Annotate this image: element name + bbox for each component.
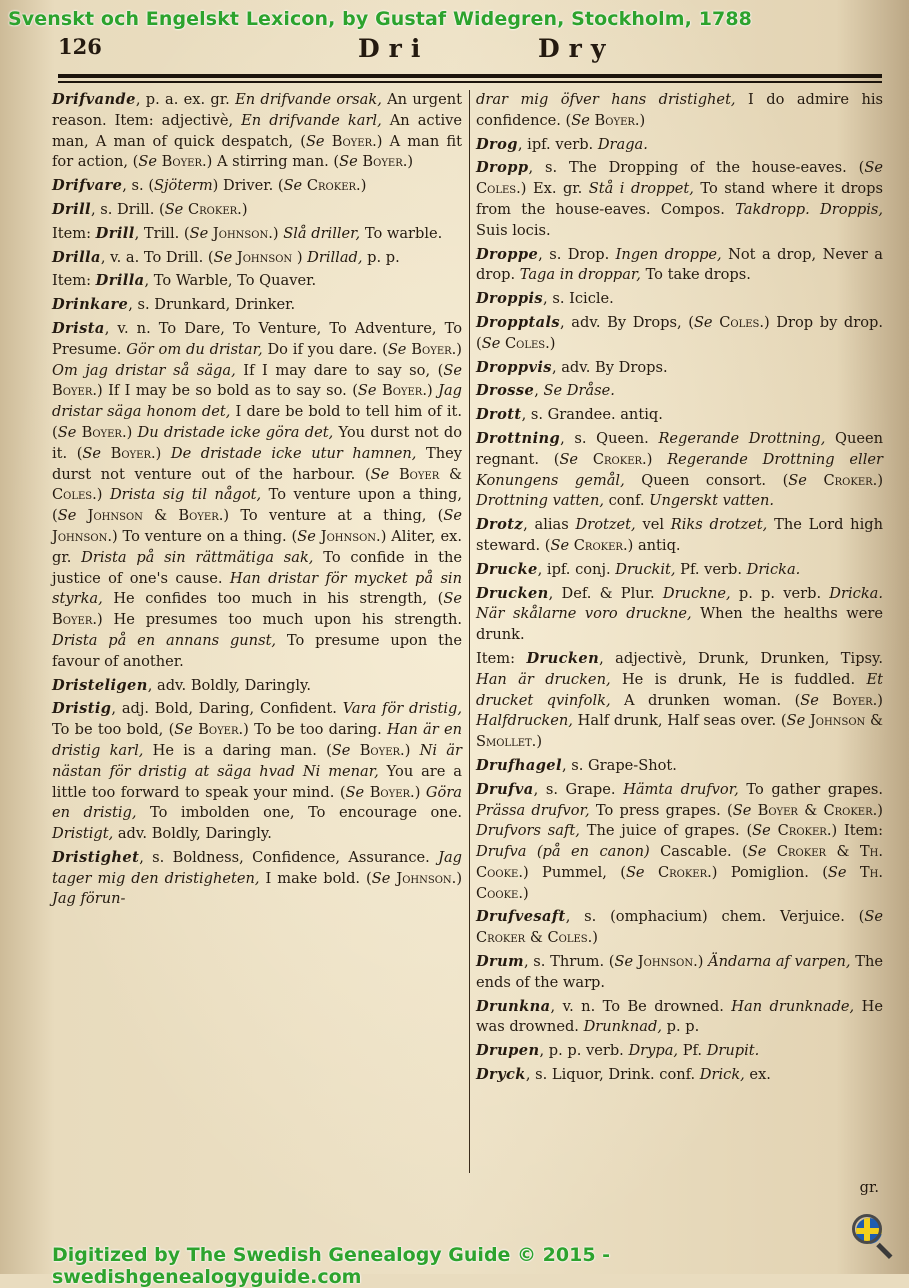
right-running-head: Dry bbox=[538, 34, 615, 63]
dictionary-entry: Dristeligen, adv. Boldly, Daringly. bbox=[52, 676, 311, 694]
dictionary-entry: Item: Drucken, adjectivè, Drunk, Drunken, Tipsy. Han är drucken, He is drunk, He is fuddled. Et drucket qvinfolk, A drunken woman. (Se Boyer.) Halfdrucken, Half drunk, Half seas over. (Se Johnson & Smollet.) bbox=[476, 649, 883, 751]
source-banner: Svenskt och Engelskt Lexicon, by Gustaf Widegren, Stockholm, 1788 bbox=[8, 8, 752, 30]
dictionary-entry: Drufvesaft, s. (omphacium) chem. Verjuice. (Se Croker & Coles.) bbox=[476, 908, 883, 947]
dictionary-entry: drar mig öfver hans dristighet, I do admire his confidence. (Se Boyer.) bbox=[476, 91, 883, 129]
dictionary-entry: Drilla, v. a. To Drill. (Se Johnson ) Drillad, p. p. bbox=[52, 248, 400, 266]
digitizer-credit: Digitized by The Swedish Genealogy Guide © 2015 - swedishgenealogyguide.com bbox=[52, 1244, 611, 1288]
dictionary-entry: Drifvare, s. (Sjöterm) Driver. (Se Croker.) bbox=[52, 177, 367, 195]
dictionary-entry: Dropptals, adv. By Drops, (Se Coles.) Drop by drop. (Se Coles.) bbox=[476, 313, 884, 352]
dictionary-entry: Drott, s. Grandee. antiq. bbox=[476, 406, 663, 424]
dictionary-entry: Dropp, s. The Dropping of the house-eaves. (Se Coles.) Ex. gr. Stå i droppet, To stand where it drops from the house-eaves. Compos. Takdropp. Droppis, Suis locis. bbox=[476, 159, 883, 239]
dictionary-entry: Item: Drilla, To Warble, To Quaver. bbox=[52, 272, 317, 290]
dictionary-entry: Dryck, s. Liquor, Drink. conf. Drick, ex. bbox=[476, 1066, 771, 1084]
dictionary-entry: Drill, s. Drill. (Se Croker.) bbox=[52, 200, 248, 218]
catchword: gr. bbox=[859, 1179, 879, 1196]
dictionary-entry: Drifvande, p. a. ex. gr. En drifvande orsak, An urgent reason. Item: adjectivè, En drifvande karl, An active man, A man of quick despatch, (Se Boyer.) A man fit for action, (Se Boyer.) A stirring man. (Se Boyer.) bbox=[52, 91, 463, 171]
dictionary-entry: Drottning, s. Queen. Regerande Drottning, Queen regnant. (Se Croker.) Regerande Drottning eller Konungens gemål, Queen consort. (Se Croker.) Drottning vatten, conf. Ungerskt vatten. bbox=[476, 429, 884, 510]
dictionary-entry: Drupen, p. p. verb. Drypa, Pf. Drupit. bbox=[476, 1042, 760, 1060]
dictionary-entry: Drucken, Def. & Plur. Druckne, p. p. verb. Dricka. När skålarne voro druckne, When the healths were drunk. bbox=[476, 584, 883, 644]
dictionary-entry: Drunkna, v. n. To Be drowned. Han drunknade, He was drowned. Drunknad, p. p. bbox=[476, 997, 883, 1036]
magnifier-icon bbox=[852, 1214, 882, 1244]
header-rule-thick bbox=[58, 74, 882, 78]
header-rule-thin bbox=[58, 81, 882, 83]
dictionary-entry: Drinkare, s. Drunkard, Drinker. bbox=[52, 296, 296, 314]
dictionary-entry: Drosse, Se Dråse. bbox=[476, 382, 615, 400]
dictionary-entry: Drog, ipf. verb. Draga. bbox=[476, 135, 648, 153]
left-running-head: Dri bbox=[358, 34, 430, 63]
page-number: 126 bbox=[58, 34, 102, 59]
right-column bbox=[476, 90, 883, 1089]
dictionary-entry: Drum, s. Thrum. (Se Johnson.) Ändarna af varpen, The ends of the warp. bbox=[476, 953, 883, 991]
dictionary-entry: Drucke, ipf. conj. Druckit, Pf. verb. Dricka. bbox=[476, 560, 801, 578]
dictionary-entry: Item: Drill, Trill. (Se Johnson.) Slå driller, To warble. bbox=[52, 224, 443, 242]
dictionary-entry: Dristig, adj. Bold, Daring, Confident. Vara för dristig, To be too bold, (Se Boyer.) To be too daring. Han är en dristig karl, He is a daring man. (Se Boyer.) Ni är nästan för dristig at säga hvad Ni menar, You are a little too forward to speak your mind. (Se Boyer.) Göra en dristig, To imbolden one, To encourage one. Dristigt, adv. Boldly, Daringly. bbox=[52, 700, 463, 843]
dictionary-entry: Dristighet, s. Boldness, Confidence, Assurance. Jag tager mig den dristigheten, I make bold. (Se Johnson.) Jag förun- bbox=[52, 848, 463, 908]
dictionary-entry: Drotz, alias Drotzet, vel Riks drotzet, The Lord high steward. (Se Croker.) antiq. bbox=[476, 516, 883, 554]
left-column bbox=[52, 90, 462, 913]
dictionary-entry: Drista, v. n. To Dare, To Venture, To Adventure, To Presume. Gör om du dristar, Do if you dare. (Se Boyer.) Om jag dristar så säga, If I may dare to say so, (Se Boyer.) If I may be so bold as to say so. (Se Boyer.) Jag dristar säga honom det, I dare be bold to tell him of it. (Se Boyer.) Du dristade icke göra det, You durst not do it. (Se Boyer.) De dristade icke utur hamnen, They durst not venture out of the harbour. (Se Boyer & Coles.) Drista sig til något, To venture upon a thing, (Se Johnson & Boyer.) To venture at a thing, (Se Johnson.) To venture on a thing. (Se Johnson.) Aliter, ex. gr. Drista på sin rättmätiga sak, To confide in the justice of one's cause. Han dristar för mycket på sin styrka, He confides too much in his strength, (Se Boyer.) He presumes too much upon his strength. Drista på en annans gunst, To presume upon the favour of another. bbox=[52, 319, 463, 670]
dictionary-entry: Drufhagel, s. Grape-Shot. bbox=[476, 756, 677, 774]
dictionary-entry: Droppis, s. Icicle. bbox=[476, 290, 614, 308]
column-divider bbox=[469, 90, 470, 1173]
dictionary-entry: Droppe, s. Drop. Ingen droppe, Not a drop, Never a drop. Taga in droppar, To take drops. bbox=[476, 245, 883, 284]
dictionary-entry: Droppvis, adv. By Drops. bbox=[476, 358, 668, 376]
dictionary-entry: Drufva, s. Grape. Hämta drufvor, To gather grapes. Prässa drufvor, To press grapes. (Se Boyer & Croker.) Drufvors saft, The juice of grapes. (Se Croker.) Item: Drufva (på en canon) Cascable. (Se Croker & Th. Cooke.) Pummel, (Se Croker.) Pomiglion. (Se Th. Cooke.) bbox=[476, 780, 884, 902]
